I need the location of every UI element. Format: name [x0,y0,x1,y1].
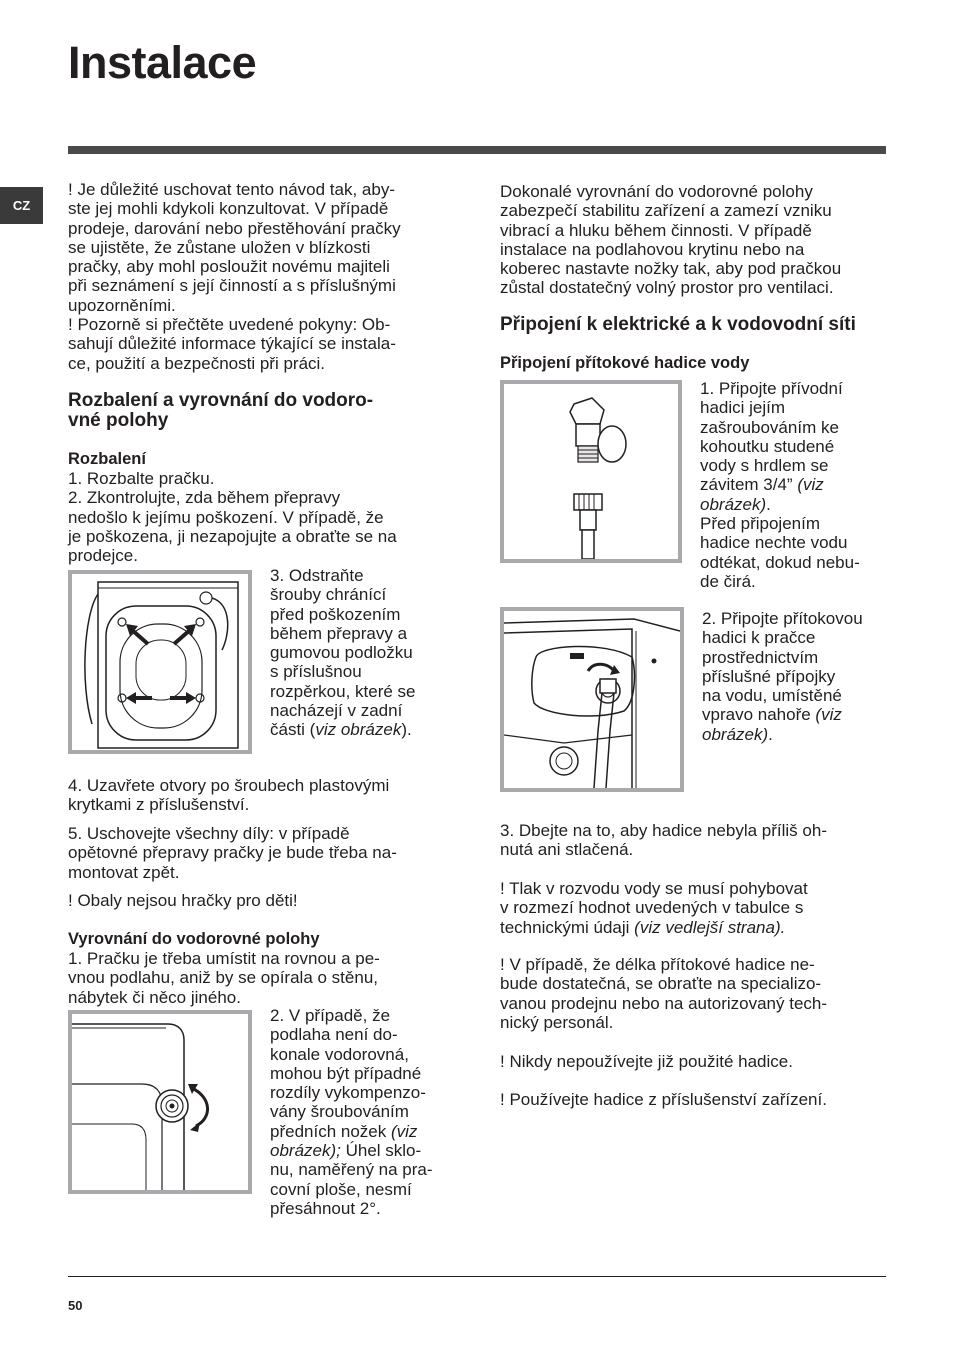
inlet-step3: 3. Dbejte na to, aby hadice nebyla příliš oh- nutá ani stlačená. [500,821,827,860]
header-rule [68,146,886,154]
intro-text: ! Je důležité uschovat tento návod tak, aby- ste jej mohli kdykoli konzultovat. V případě prodeje, darování nebo přestěhování pračky se ujistěte, že zůstane uložen v blízkosti pračky, aby mohl posloužit novému majiteli při seznámení s její činností a s příslušnými upozorněními. ! Pozorně si přečtěte uvedené pokyny: Ob- sahují důležité informace týkající se instala- ce, použití a bezpečnosti při práci. [68,180,401,373]
figure-transport-bolts [68,570,252,754]
footer-rule [68,1276,886,1277]
step4-text: 4. Uzavřete otvory po šroubech plastovými krytkami z příslušenství. [68,776,390,815]
tap-hose-illustration [504,384,678,559]
warning-packaging: ! Obaly nejsou hračky pro děti! [68,891,298,910]
page-number: 50 [68,1298,83,1313]
machine-inlet-illustration [504,611,680,788]
supplied-hoses-note: ! Používejte hadice z příslušenství zařízení. [500,1090,827,1109]
section-heading-connection: Připojení k elektrické a k vodovodní síti [500,314,856,335]
inlet-step1: 1. Připojte přívodní hadici jejím zašroubováním ke kohoutku studené vody s hrdlem se závitem 3/4” (viz obrázek). Před připojením hadice nechte vodu odtékat, dokud nebu- de čirá. [700,379,860,591]
figure-leveling-foot [68,1010,252,1194]
unpack-heading: Rozbalení [68,450,146,468]
page-title: Instalace [68,37,257,88]
figure-tap-connection [500,380,682,563]
hose-length-warning: ! V případě, že délka přítokové hadice ne- bude dostatečná, se obraťte na specializo- vanou prodejnu nebo na autorizovaný tech- nický personál. [500,955,828,1032]
right-intro-text: Dokonalé vyrovnání do vodorovné polohy zabezpečí stabilitu zařízení a zamezí vzniku vibrací a hluku během činnosti. V případě instalace na podlahovou krytinu nebo na koberec nastavte nožky tak, aby pod pračkou zůstal dostatečný volný prostor pro ventilaci. [500,182,842,298]
inlet-step2: 2. Připojte přítokovou hadici k pračce prostřednictvím příslušné přípojky na vodu, umístěné vpravo nahoře (viz obrázek). [702,609,863,744]
step3-text: 3. Odstraňte šrouby chránící před poškozením během přepravy a gumovou podložku s příslušnou rozpěrkou, které se nacházejí v zadní části (viz obrázek). [270,566,416,740]
inlet-heading: Připojení přítokové hadice vody [500,354,750,372]
level-step1: 1. Pračku je třeba umístit na rovnou a pe- vnou podlahu, aniž by se opírala o stěnu, nábytek či něco jiného. [68,949,380,1007]
pressure-warning: ! Tlak v rozvodu vody se musí pohybovat v rozmezí hodnot uvedených v tabulce s technickými údaji (viz vedlejší strana). [500,879,808,937]
language-tab: CZ [0,187,43,224]
used-hoses-warning: ! Nikdy nepoužívejte již použité hadice. [500,1052,793,1071]
figure-machine-connection [500,607,684,792]
leveling-foot-illustration [72,1014,248,1190]
step5-text: 5. Uschovejte všechny díly: v případě opětovné přepravy pračky je bude třeba na- montovat zpět. [68,824,397,882]
section-heading-unpacking: Rozbalení a vyrovnání do vodoro- vné polohy [68,390,374,431]
unpack-steps: 1. Rozbalte pračku. 2. Zkontrolujte, zda během přepravy nedošlo k jejímu poškození. V případě, že je poškozena, ji nezapojujte a obraťte se na prodejce. [68,469,397,566]
washer-back-illustration [72,574,248,750]
level-step2: 2. V případě, že podlaha není do- konale vodorovná, mohou být případné rozdíly vykompenzo- vány šroubováním předních nožek (viz obrázek); Úhel sklo- nu, naměřený na pra- covní ploše, nesmí přesáhnout 2°. [270,1006,433,1218]
level-heading: Vyrovnání do vodorovné polohy [68,930,320,948]
